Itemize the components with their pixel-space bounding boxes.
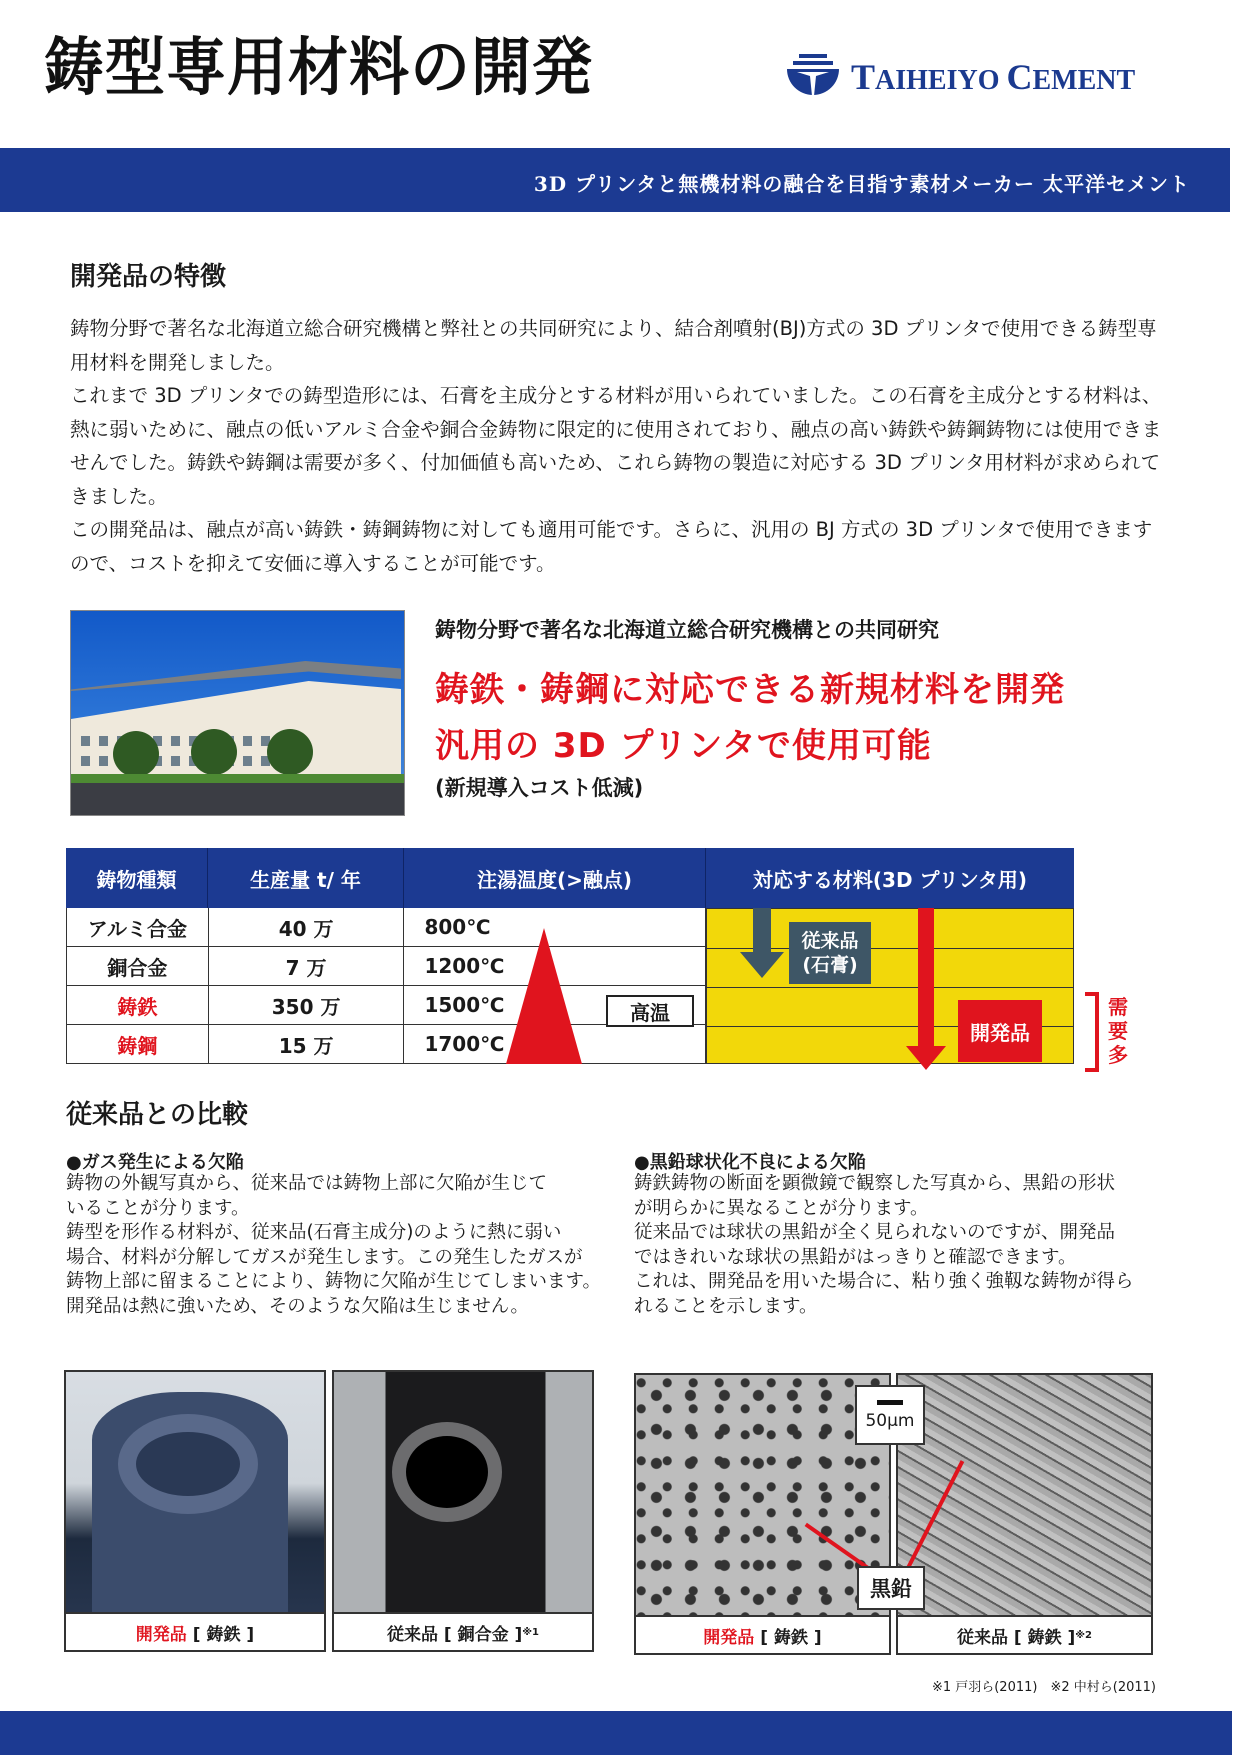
cell-temp: 1200℃ bbox=[404, 947, 706, 985]
company-logo bbox=[785, 52, 1135, 102]
photo-caption: 従来品 [ 鋳鉄 ] ※2 bbox=[898, 1615, 1151, 1653]
table-row bbox=[67, 1025, 706, 1064]
scale-bar: 50μm bbox=[855, 1385, 925, 1445]
table-row bbox=[67, 908, 706, 947]
features-paragraph: 鋳物分野で著名な北海道立総合研究機構と弊社との共同研究により、結合剤噴射(BJ)方式の 3D プリンタで使用できる鋳型専用材料を開発しました。 bbox=[70, 317, 1157, 374]
gas-defect-subheading: ●ガス発生による欠陥 bbox=[66, 1152, 244, 1173]
demand-bracket-icon bbox=[1085, 992, 1099, 1072]
high-temperature-triangle-icon bbox=[506, 928, 582, 1064]
cell-production: 7 万 bbox=[209, 947, 405, 985]
headline-1: 鋳鉄・鋳鋼に対応できる新規材料を開発 bbox=[435, 670, 1065, 710]
high-temp-label: 高温 bbox=[606, 995, 694, 1027]
cell-temp: 1500℃ bbox=[404, 986, 706, 1024]
graphite-defect-subheading: ●黒鉛球状化不良による欠陥 bbox=[634, 1152, 866, 1173]
footer-band bbox=[0, 1711, 1232, 1755]
features-paragraph: これまで 3D プリンタでの鋳型造形には、石膏を主成分とする材料が用いられていました。この石膏を主成分とする材料は、熱に弱いために、融点の低いアルミ合金や銅合金鋳物に限定的に使用されており、融点の高い鋳鉄や鋳鋼鋳物には使用できませんでした。鋳鉄や鋳鋼は需要が多く、付加価値も高いため、これら鋳物の製造に対応する 3D プリンタ用材料が求められてきました。 bbox=[70, 384, 1162, 508]
developed-arrowhead-icon bbox=[906, 1046, 946, 1070]
header-material: 対応する材料(3D プリンタ用) bbox=[752, 867, 1028, 892]
photo-caption: 開発品 [ 鋳鉄 ] bbox=[66, 1612, 324, 1650]
table-header bbox=[66, 848, 1074, 908]
collaboration-note: 鋳物分野で著名な北海道立総合研究機構との共同研究 bbox=[435, 618, 939, 642]
conventional-material-label: 従来品 (石膏) bbox=[789, 922, 871, 984]
features-paragraph: この開発品は、融点が高い鋳鉄・鋳鋼鋳物に対しても適用可能です。さらに、汎用の BJ 方式の 3D プリンタで使用できますので、コストを抑えて安価に導入することが可能です。 bbox=[70, 518, 1153, 575]
research-institute-photo bbox=[70, 610, 405, 816]
subtitle-text: 3D プリンタと無機材料の融合を目指す素材メーカー 太平洋セメント bbox=[533, 172, 1190, 196]
photo-caption: 開発品 [ 鋳鉄 ] bbox=[636, 1615, 889, 1653]
developed-microstructure-photo bbox=[634, 1373, 891, 1655]
gas-defect-text: 鋳物の外観写真から、従来品では鋳物上部に欠陥が生じて いることが分ります。 鋳型を形作る材料が、従来品(石膏主成分)のように熱に弱い 場合、材料が分解してガスが発生します。この発生したガスが 鋳物上部に留まることにより、鋳物に欠陥が生じてしまいます。 開発品は熱に強いため、そのような欠陥は生じません。 bbox=[66, 1173, 602, 1317]
header-pour-temp: 注湯温度(>融点) bbox=[404, 848, 706, 908]
subtitle-band bbox=[0, 148, 1230, 212]
table-row bbox=[67, 947, 706, 986]
cell-production: 350 万 bbox=[209, 986, 405, 1024]
cell-type: アルミ合金 bbox=[67, 908, 209, 946]
cell-type: 鋳鉄 bbox=[67, 986, 209, 1024]
high-demand-label: 需 要 多 bbox=[1108, 995, 1128, 1067]
header-production: 生産量 t/ 年 bbox=[208, 848, 404, 908]
developed-casting-photo bbox=[64, 1370, 326, 1652]
logo-wordmark: TAIHEIYO CEMENT bbox=[851, 57, 1136, 97]
features-body bbox=[70, 312, 1170, 580]
taiheiyo-logo-icon bbox=[785, 52, 841, 102]
header-casting-type: 鋳物種類 bbox=[66, 848, 208, 908]
developed-arrow-icon bbox=[918, 908, 934, 1048]
page-title: 鋳型専用材料の開発 bbox=[44, 31, 593, 105]
scale-bar-icon bbox=[877, 1400, 903, 1405]
conventional-arrowhead-icon bbox=[740, 952, 784, 978]
conventional-arrow-icon bbox=[753, 908, 771, 954]
cell-type: 鋳鋼 bbox=[67, 1025, 209, 1063]
features-heading: 開発品の特徴 bbox=[70, 262, 227, 292]
conventional-casting-photo bbox=[332, 1370, 594, 1652]
headline-2: 汎用の 3D プリンタで使用可能 bbox=[435, 726, 932, 766]
cell-production: 40 万 bbox=[209, 908, 405, 946]
footnote: ※1 戸羽ら(2011) ※2 中村ら(2011) bbox=[931, 1680, 1156, 1695]
cell-temp: 800℃ bbox=[404, 908, 706, 946]
table-body bbox=[66, 908, 706, 1064]
comparison-heading: 従来品との比較 bbox=[66, 1100, 249, 1130]
cost-note: (新規導入コスト低減) bbox=[435, 776, 644, 800]
cell-type: 銅合金 bbox=[67, 947, 209, 985]
cell-temp: 1700℃ bbox=[404, 1025, 706, 1063]
developed-material-label: 開発品 bbox=[958, 1000, 1042, 1062]
cell-production: 15 万 bbox=[209, 1025, 405, 1063]
photo-caption: 従来品 [ 銅合金 ] ※1 bbox=[334, 1612, 592, 1650]
graphite-defect-text: 鋳鉄鋳物の断面を顕微鏡で観察した写真から、黒鉛の形状 が明らかに異なることが分ります。 従来品では球状の黒鉛が全く見られないのですが、開発品 ではきれいな球状の黒鉛がはっきりと確認できます。 これは、開発品を用いた場合に、粘り強く強靱な鋳物が得ら れることを示します。 bbox=[634, 1173, 1134, 1317]
graphite-label: 黒鉛 bbox=[857, 1566, 925, 1610]
